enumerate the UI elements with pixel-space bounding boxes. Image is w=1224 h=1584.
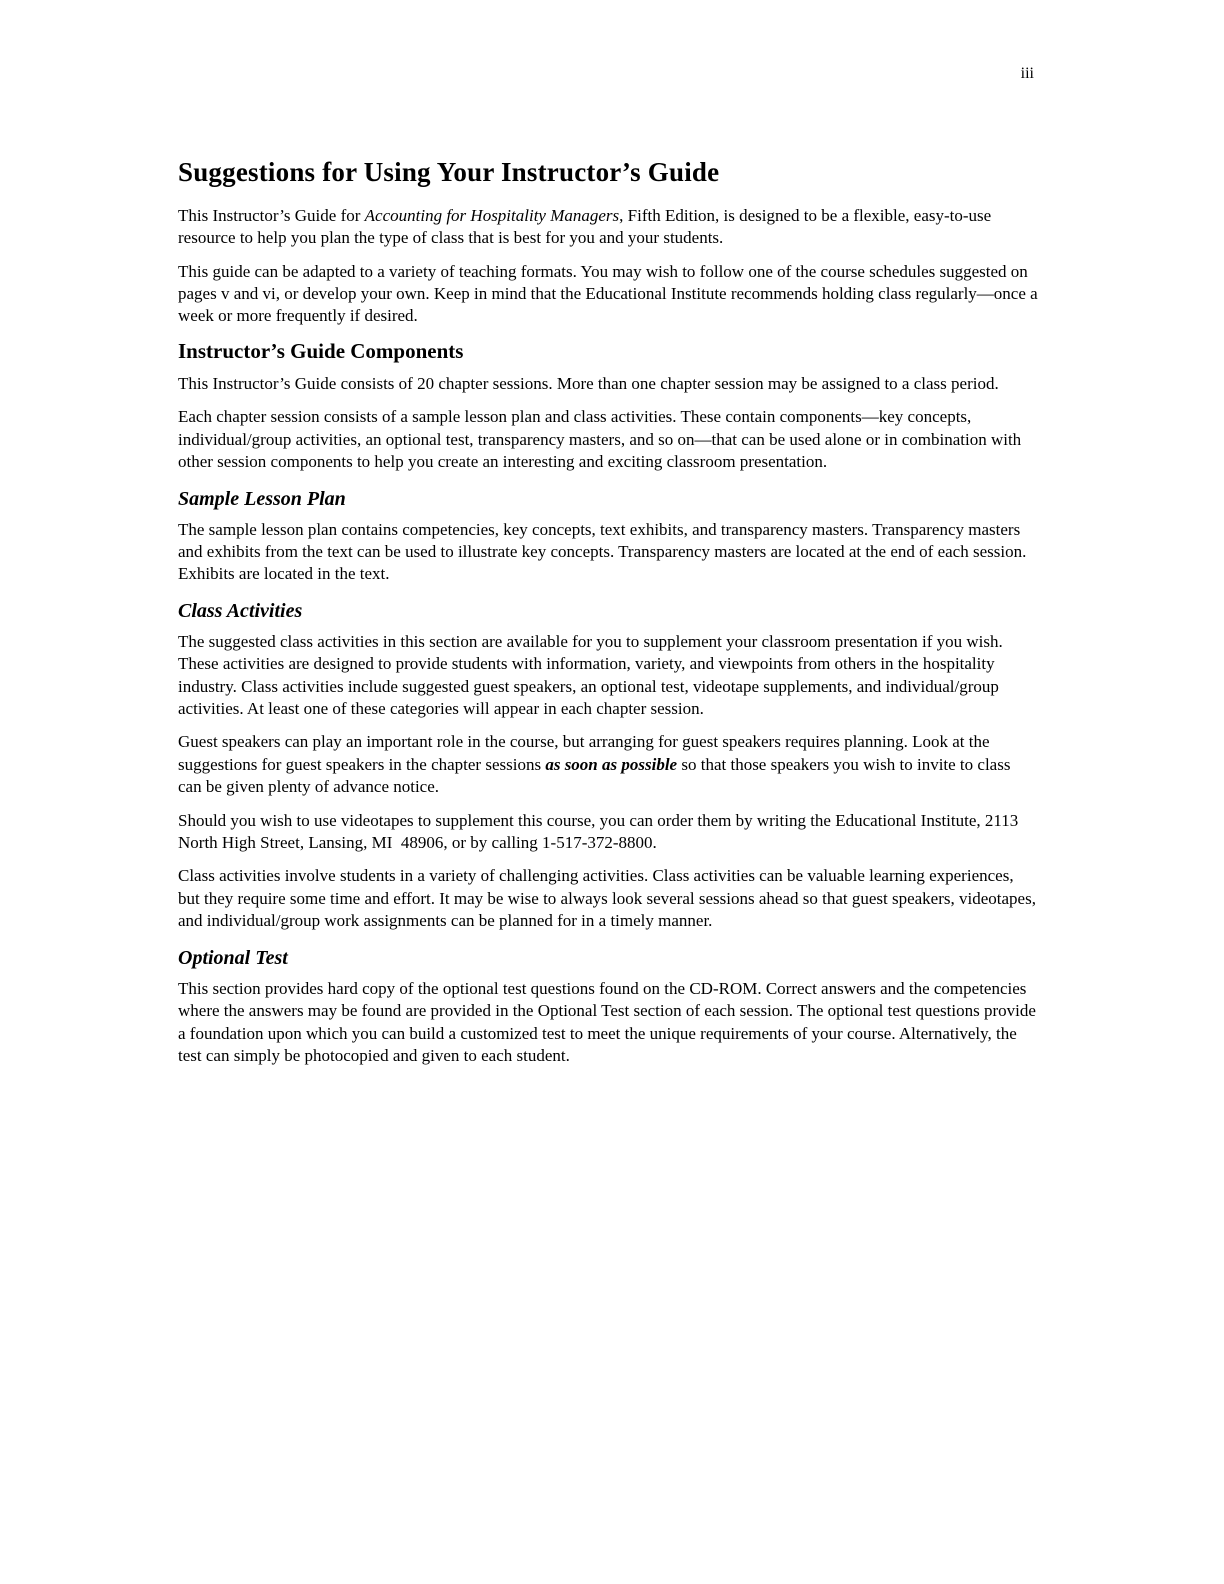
intro-paragraph-2: This guide can be adapted to a variety of teaching formats. You may wish to follow one of the course schedules suggested on pages v and vi, or develop your own. Keep in mind that the Educational Institute recommends holding class regularly—once a week or more frequently if desired. xyxy=(178,261,1042,326)
intro-paragraph-1 xyxy=(178,205,1038,250)
text-run: This Instructor’s Guide for xyxy=(178,205,365,225)
text-run: , Fifth Edition, is designed to be a flexible, easy-to-use resource to help you plan the type of class that is best for you and your students. xyxy=(178,205,996,248)
sub-heading-optional-test: Optional Test xyxy=(178,946,288,969)
sub-heading-class-activities: Class Activities xyxy=(178,599,303,622)
text-run: so that those speakers you wish to invite to class can be given plenty of advance notice. xyxy=(178,754,1015,797)
components-paragraph-1: This Instructor’s Guide consists of 20 chapter sessions. More than one chapter session may be assigned to a class period. xyxy=(178,373,999,393)
class-activities-paragraph-1: The suggested class activities in this section are available for you to supplement your classroom presentation if you wish. These activities are designed to provide students with information, variety, and viewpoints from others in the hospitality industry. Class activities include suggested guest speakers, an optional test, videotape supplements, and individual/group activities. At least one of these categories will appear in each chapter session. xyxy=(178,631,1007,719)
page-content xyxy=(178,156,1042,1078)
class-activities-paragraph-2 xyxy=(178,731,1038,798)
text-run: Guest speakers can play an important role in the course, but arranging for guest speakers requires planning. Look at the suggestions for guest speakers in the chapter sessions xyxy=(178,732,994,774)
class-activities-paragraph-3: Should you wish to use videotapes to supplement this course, you can order them by writing the Educational Institute, 2113 North High Street, Lansing, MI 48906, or by calling 1-517-372-8800. xyxy=(178,810,1023,853)
section-heading-components: Instructor’s Guide Components xyxy=(178,338,464,363)
sample-lesson-plan-paragraph: The sample lesson plan contains competencies, key concepts, text exhibits, and transparency masters. Transparency masters and exhibits from the text can be used to illustrate key concepts. Transparency masters are located at the end of each session. Exhibits are located in the text. xyxy=(178,519,1031,584)
document-title: Suggestions for Using Your Instructor’s Guide xyxy=(178,157,720,187)
components-paragraph-2: Each chapter session consists of a sample lesson plan and class activities. These contain components—key concepts, individual/group activities, an optional test, transparency masters, and so on—that can be used alone or in combination with other session components to help you create an interesting and exciting classroom presentation. xyxy=(178,407,1026,472)
class-activities-paragraph-4: Class activities involve students in a variety of challenging activities. Class activities can be valuable learning experiences, but they require some time and effort. It may be wise to always look several sessions ahead so that guest speakers, videotapes, and individual/group work assignments can be planned for in a timely manner. xyxy=(178,866,1041,931)
optional-test-paragraph: This section provides hard copy of the optional test questions found on the CD-ROM. Correct answers and the competencies where the answers may be found are provided in the Optional Test section of each session. The optional test questions provide a foundation upon which you can build a customized test to meet the unique requirements of your course. Alternatively, the test can simply be photocopied and given to each student. xyxy=(178,978,1041,1065)
sub-heading-sample-lesson-plan: Sample Lesson Plan xyxy=(178,487,346,510)
text-run: Accounting for Hospitality Managers xyxy=(364,205,620,225)
page-number: iii xyxy=(1020,65,1034,82)
text-run: as soon as possible xyxy=(545,754,678,774)
